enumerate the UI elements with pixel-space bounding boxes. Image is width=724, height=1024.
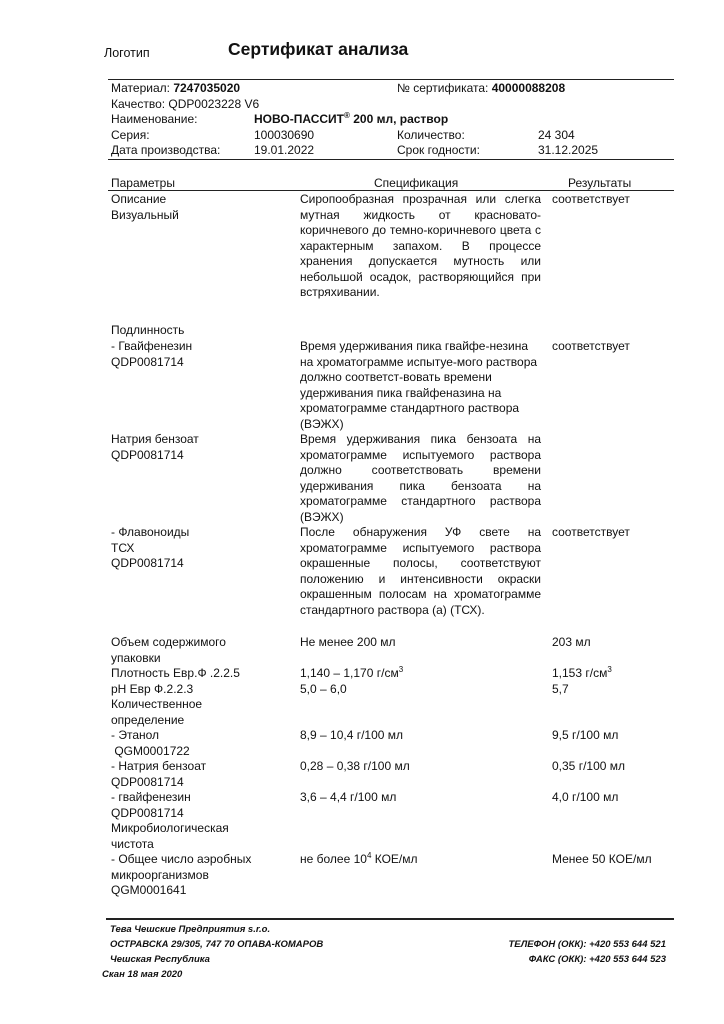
- table-row: Количественное определение: [111, 697, 203, 727]
- footer-rule: [106, 918, 674, 920]
- header-rule: [108, 190, 674, 191]
- info-bottom-rule: [108, 159, 674, 160]
- material-label: Материал:: [111, 81, 170, 95]
- production-date-value: 19.01.2022: [254, 143, 315, 157]
- table-row: - Этанол QGM0001722 8,9 – 10,4 г/100 мл 9,5 г/100 мл: [111, 728, 619, 758]
- header-params: Параметры: [111, 176, 175, 190]
- table-row: pH Евр Ф.2.2.3 5,0 – 6,0 5,7: [111, 682, 569, 696]
- table-row: - Натрия бензоат QDP0081714 0,28 – 0,38 г/100 мл 0,35 г/100 мл: [111, 759, 626, 789]
- footer-left: [110, 922, 323, 967]
- name-label: Наименование:: [111, 112, 198, 126]
- table-row: - Флавоноиды ТСХ QDP0081714 После обнаружения УФ свете на хроматограмме испытуемого раствора окрашенные полосы, соответствуют положению и интенсивности окраски окрашенным полосам на хроматограмме стандартного раствора (а) (ТСХ). соответствует: [111, 525, 630, 617]
- quality-code: Качество: QDP0023228 V6: [111, 96, 260, 111]
- certificate-info: [108, 81, 674, 159]
- logo-placeholder: Логотип: [104, 46, 150, 60]
- table-body: [108, 192, 674, 899]
- table-row: - гвайфенезин QDP0081714 3,6 – 4,4 г/100 мл 4,0 г/100 мл: [111, 790, 619, 820]
- expiry-value: 31.12.2025: [538, 143, 599, 157]
- top-rule: [108, 79, 674, 80]
- production-date-label: Дата производства:: [111, 143, 221, 157]
- company-country: Чешская Республика: [110, 954, 210, 965]
- expiry-label: Срок годности:: [397, 143, 480, 157]
- company-name: Тева Чешские Предприятия s.r.o.: [110, 924, 271, 935]
- page-title: Сертификат анализа: [228, 39, 409, 59]
- table-row: Натрия бензоат QDP0081714 Время удерживания пика бензоата на хроматограмме испытуемого раствора должно соответствовать времени удерживания пика бензоата на хроматограмме стандартного раствора (ВЭЖХ): [111, 432, 541, 524]
- cert-label: № сертификата:: [397, 81, 489, 95]
- fax: ФАКС (ОКК): +420 553 644 523: [528, 954, 666, 965]
- company-address: ОСТРАВСКА 29/305, 747 70 ОПАВА-КОМАРОВ: [110, 939, 324, 950]
- table-row: Микробиологическая чистота: [111, 821, 229, 851]
- table-row: Подлинность: [111, 323, 185, 337]
- phone: ТЕЛЕФОН (ОКК): +420 553 644 521: [508, 939, 666, 950]
- series-value: 100030690: [254, 127, 315, 142]
- analysis-table: [108, 176, 674, 898]
- scan-date: Скан 18 мая 2020: [102, 969, 183, 980]
- table-row: Плотность Евр.Ф .2.2.5 1,140 – 1,170 $г/см^3$ 1,153 $г/см^3$: [111, 665, 612, 680]
- footer-right: [509, 937, 667, 967]
- table-row: - Общее число аэробных микроорганизмов QGM0001641 не более $10^4$ КОЕ/мл Менее 50 КОЕ/мл: [111, 851, 652, 897]
- series-label: Серия:: [111, 127, 150, 142]
- quantity-value: 24 304: [538, 127, 575, 142]
- table-header: [108, 176, 674, 191]
- header-results: Результаты: [568, 176, 632, 190]
- cert-value: 40000088208: [491, 81, 566, 95]
- table-row: Объем содержимого упаковки Не менее 200 мл 203 мл: [111, 635, 591, 665]
- material-value: 7247035020: [173, 81, 241, 95]
- product-name: НОВО-ПАССИТ® 200 мл, раствор: [254, 111, 449, 126]
- table-row: Описание Визуальный Сиропообразная прозрачная или слегка мутная жидкость от красновато-коричневого до темно-коричневого цвета с характерным запахом. В процессе хранения допускается мутность или небольшой осадок, растворяющийся при встряхивании. соответствует: [111, 192, 630, 299]
- quantity-label: Количество:: [397, 127, 465, 142]
- header-spec: Спецификация: [374, 176, 459, 190]
- table-row: - Гвайфенезин QDP0081714 Время удерживания пика гвайфе-незина на хроматограмме испытуе-мого раствора должно соответст-вовать времени удерживания пика гвайфеназина на хроматограмме стандартного раствора (ВЭЖХ) соответствует: [111, 339, 630, 431]
